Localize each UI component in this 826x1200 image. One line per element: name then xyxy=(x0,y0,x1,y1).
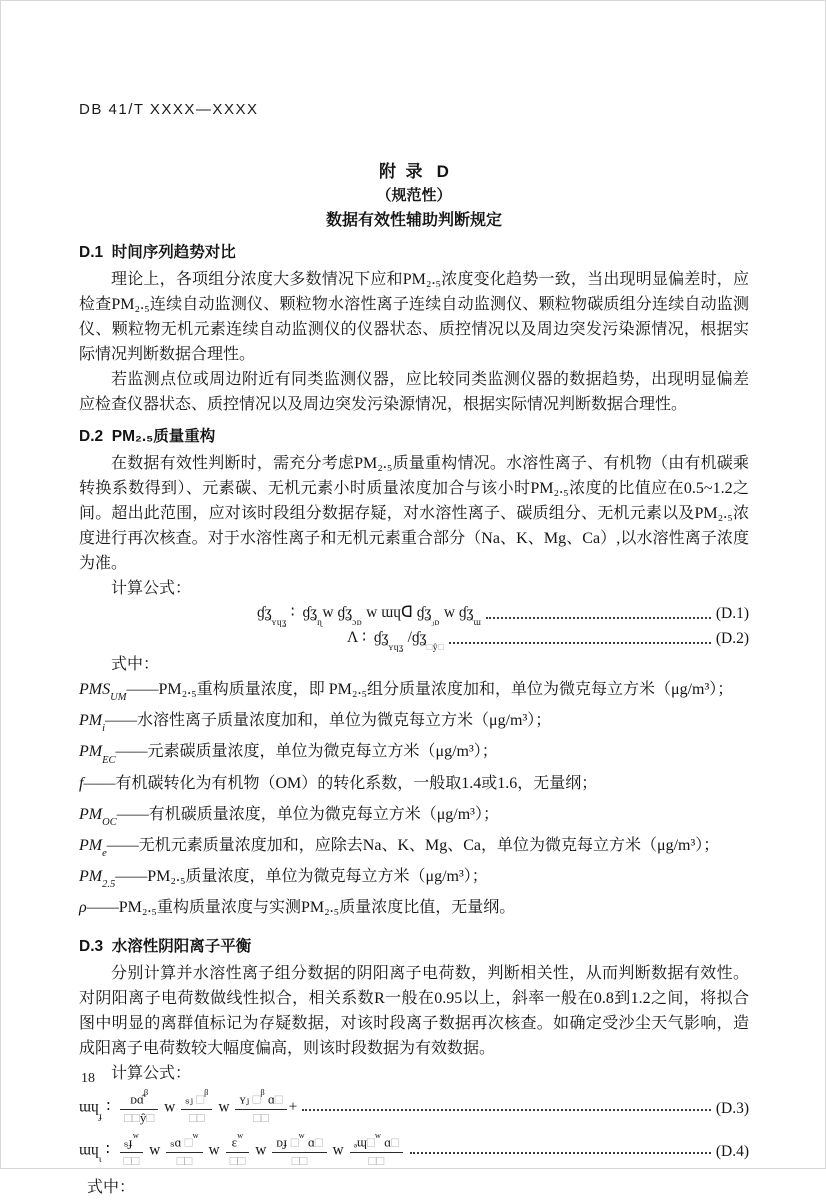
formula-d4 xyxy=(79,1132,749,1172)
definition-item: $PM_e——$无机元素质量浓度加和，应除去Na、K、Mg、Ca，单位为微克每立方米（μg/m³）； xyxy=(79,836,720,860)
appendix-subtitle: 数据有效性辅助判断规定 xyxy=(325,212,502,229)
formula-d3 xyxy=(79,1089,749,1129)
standard-number-header: DB 41/T XXXX—XXXX xyxy=(79,101,259,118)
definition-desc: ——有机碳质量浓度，单位为微克每立方米（μg/m³）； xyxy=(116,805,499,823)
page-content xyxy=(79,159,749,1200)
formula-d2-body: Ʌ ∶ ɠʓ$_{ʏɥʓ}$ /ɠʓ$_{□ŷ□}$ xyxy=(347,629,445,653)
formula-d2-label: (D.2) xyxy=(715,630,749,647)
formula-d2 xyxy=(347,627,749,651)
dot-leader xyxy=(302,1109,710,1111)
appendix-normative-label: （规范性） xyxy=(376,187,452,204)
appendix-title: 附 录 D xyxy=(379,162,449,181)
definition-desc: ——PM₂.₅重构质量浓度，即 PM₂.₅组分质量浓度加和，单位为微克每立方米（μg/m³）； xyxy=(126,681,734,698)
definition-desc: ——有机碳转化为有机物（OM）的转化系数，一般取1.4或1.6，无量纲； xyxy=(83,774,598,792)
section-heading-d1: D.1 时间序列趋势对比 xyxy=(79,244,236,261)
formula-d4-label: (D.4) xyxy=(715,1142,749,1160)
dot-leader xyxy=(410,1152,711,1154)
paragraph-d2-1: 在数据有效性判断时，需充分考虑PM₂.₅质量重构情况。水溶性离子、有机物（由有机碳乘转换系数得到）、元素碳、无机元素小时质量浓度加合与该小时PM₂.₅浓度的比值应在0.5~1.2之间。超出此范围，应对该时段组分数据存疑，对水溶性离子、碳质组分、无机元素以及PM₂.₅浓度进行再次核查。对于水溶性离子和无机元素重合部分（Na、K、Mg、Ca）,以水溶性离子浓度为准。 xyxy=(79,455,749,572)
definition-item: $PM_{2.5}——PM_2._5$质量浓度，单位为微克每立方米（μg/m³）； xyxy=(79,868,488,891)
section-heading-d2: D.2 PM₂.₅质量重构 xyxy=(79,428,216,445)
formula-d4-body: ɯɥ$_ɩ$ ∶ $\frac{_sɟ^w}{□□}$ w $\frac{_sɑ □^w}{□□}$ w $\frac{ɛ^w}{□□}$ w $\frac{ᴅɟ □^w ɑ□}{□□}$ w $\frac{ₔɰ□^w ɑ□}{□□}$ xyxy=(79,1134,405,1168)
appendix-title-block xyxy=(79,159,749,233)
definition-desc: ——PM₂.₅重构质量浓度与实测PM₂.₅质量浓度比值，无量纲。 xyxy=(86,899,516,917)
definition-item: $PM_{EC}——$元素碳质量浓度，单位为微克每立方米（μg/m³）； xyxy=(79,743,498,766)
definition-item: $PM_i——$水溶性离子质量浓度加和，单位为微克每立方米（μg/m³）； xyxy=(79,712,552,735)
dot-leader xyxy=(449,642,711,644)
formula-d3-label: (D.3) xyxy=(715,1099,749,1117)
paragraph-d1-2: 若监测点位或周边附近有同类监测仪器，应比较同类监测仪器的数据趋势，出现明显偏差应检查仪器状态、质控情况以及周边突发污染源情况，根据实际情况判断数据合理性。 xyxy=(79,371,749,413)
formula-d1 xyxy=(257,602,749,626)
definition-desc: ——PM₂.₅质量浓度，单位为微克每立方米（μg/m³）； xyxy=(115,868,488,886)
dot-leader xyxy=(486,617,710,619)
where-label-d2: 式中： xyxy=(111,656,160,673)
definition-item: $PM_{OC}——$有机碳质量浓度，单位为微克每立方米（μg/m³）； xyxy=(79,805,499,828)
definition-desc: ——水溶性离子质量浓度加和，单位为微克每立方米（μg/m³）； xyxy=(105,712,552,730)
definition-desc: ——无机元素质量浓度加和，应除去Na、K、Mg、Ca，单位为微克每立方米（μg/m³）； xyxy=(106,836,720,854)
where-label-d3: 式中： xyxy=(87,1178,136,1196)
definition-item: ρ——PM₂.₅重构质量浓度与实测PM₂.₅质量浓度比值，无量纲。 xyxy=(79,899,516,917)
definition-item: $PMS_{UM}——PM_2._5$重构质量浓度，即 PM₂.₅组分质量浓度加和，单位为微克每立方米（μg/m³）； xyxy=(79,681,734,704)
paragraph-d1-1: 理论上，各项组分浓度大多数情况下应和PM₂.₅浓度变化趋势一致，当出现明显偏差时，应检查PM₂.₅连续自动监测仪、颗粒物水溶性离子连续自动监测仪、颗粒物碳质组分连续自动监测仪、颗粒物无机元素连续自动监测仪的仪器状态、质控情况以及周边突发污染源情况，根据实际情况判断数据合理性。 xyxy=(79,271,749,363)
definition-desc: ——元素碳质量浓度，单位为微克每立方米（μg/m³）； xyxy=(115,743,498,761)
formula-d1-body: ɠʓ$_{ʏɥʓ}$ ∶ ɠʓ$_ɳ$w ɠʓ$_{ɔᴅ}$ w ɯɥꓷ ɠʓ$_{ⱼᴅ}$ w ɠʓ$_ɯ$ xyxy=(257,604,482,628)
section-heading-d3: D.3 水溶性阴阳离子平衡 xyxy=(79,937,252,955)
page-number: 18 xyxy=(81,1071,95,1086)
formula-d3-body: ɯɥ$_ɟ$ ∶ $\frac{ᴅɑ̂^\beta}{□□ŷ□}$ w $\frac{_sⱼ □^\beta}{□□}$ w $\frac{ʏⱼ □^\beta ɑ□}{□□}$ + xyxy=(79,1087,298,1125)
definition-item: f——有机碳转化为有机物（OM）的转化系数，一般取1.4或1.6，无量纲； xyxy=(79,774,598,792)
paragraph-d3-1: 分别计算并水溶性离子组分数据的阴阳离子电荷数，判断相关性，从而判断数据有效性。对阴阳离子电荷数做线性拟合，相关系数R一般在0.95以上，斜率一般在0.8到1.2之间，将拟合图中明显的离群值标记为存疑数据，对该时段离子数据再次核查。如确定受沙尘天气影响，造成阳离子电荷数较大幅度偏高，则该时段数据为有效数据。 xyxy=(79,964,749,1057)
formula-d1-label: (D.1) xyxy=(715,605,749,622)
calc-formula-label-d3: 计算公式： xyxy=(111,1064,192,1082)
calc-formula-label-d2: 计算公式： xyxy=(111,580,192,597)
